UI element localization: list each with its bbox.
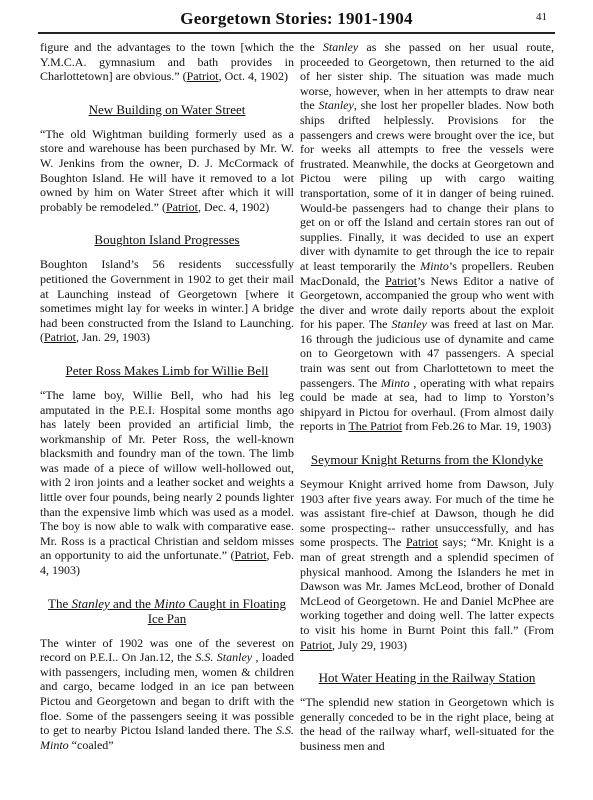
source-date: , Oct. 4, 1902) — [218, 69, 288, 84]
paragraph-text: says; “Mr. Knight is a man of great strength and a splendid specimen of physical manhood. Among the Islanders he met in Dawson was Mr. James McLeod, brother of Donald McLeod of Georgetown. He and Daniel McPhee are working together and doing well. The latter expects to visit his home in Burnt Point this fall.” (From — [300, 535, 554, 637]
source-patriot: Patriot — [234, 548, 267, 563]
paragraph-wightman-building — [40, 127, 294, 215]
ship-name: Minto — [380, 375, 410, 390]
page-header — [0, 0, 593, 34]
paragraph-text: , July 29, 1903) — [332, 637, 407, 652]
paragraph-text: was freed at last on Mar. 16 through the judicious use of dynamite and came on to Georgetown with 47 passengers. A special train was sent out from Charlottetown to meet the passengers. The — [300, 317, 555, 390]
paragraph-text: , she lost her propeller blades. Now both ships drifted helplessly. Provisions for the passengers and crews were brought over the ice, but for weeks all attempts to free the vessels were frustrated. Meanwhile, the docks at Georgetown and Pictou were piling up with cargo waiting transportation, some of it in danger of being ruined. Would-be passengers had to change their plans to get on or off the Island and certain stores ran out of supplies. Finally, it was decided to use an expert diver with dynamite to get through the ice to repair at least temporarily the — [300, 98, 554, 273]
ship-name: Minto — [420, 258, 449, 273]
source-date: , Dec. 4, 1902) — [197, 199, 270, 214]
source-date: , Feb. 4, 1903) — [40, 548, 294, 578]
ship-name: Minto — [154, 595, 186, 611]
heading-new-building-water-street: New Building on Water Street — [88, 101, 246, 117]
paragraph-text: from Feb.26 to Mar. 19, 1903) — [402, 419, 552, 434]
heading-text: The — [48, 595, 72, 611]
paragraph-text: “coaled” — [68, 737, 114, 752]
paragraph-seymour-knight — [300, 477, 554, 652]
heading-seymour-knight: Seymour Knight Returns from the Klondyke — [310, 452, 544, 468]
left-column — [40, 40, 294, 752]
paragraph-text: Boughton Island’s 56 residents successfully petitioned the Government in 1902 to get their mail at Launching instead of Georgetown [where it sometimes might lay for weeks in winter.] A bridge had been constructed from the Island to Launching. ( — [40, 257, 294, 345]
ship-name: S.S. Minto — [40, 723, 294, 752]
paragraph-text: , operating with what repairs could be made at sea, had to limp to Yorston’s shipyard in Pictou for overhaul. (From almost daily reports in — [300, 375, 554, 434]
paragraph-ice-pan — [40, 636, 294, 753]
paragraph-text: figure and the advantages to the town [which the Y.M.C.A. gymnasium and bath provides in Charlottetown] are obvious.” ( — [40, 40, 294, 84]
heading-text: Caught in Floating Ice Pan — [147, 595, 286, 626]
ship-name: Stanley — [322, 40, 359, 54]
source-patriot: The Patriot — [348, 419, 403, 434]
heading-stanley-minto — [40, 596, 294, 626]
heading-peter-ross: Peter Ross Makes Limb for Willie Bell — [65, 362, 269, 378]
paragraph-text: as she passed on her usual route, proceeded to Georgetown, then returned to the aid of her sister ship. The situation was made much worse, however, when in her attempts to draw near the — [300, 40, 554, 113]
source-patriot: Patriot — [44, 330, 76, 345]
heading-text: and the — [109, 595, 155, 611]
paragraph-railway-station: “The splendid new station in Georgetown which is generally conceded to be in the right place, being at the head of the railway wharf, well-situated for the business men and — [300, 695, 554, 753]
paragraph-ymca-continuation — [40, 40, 294, 84]
header-rule — [38, 32, 555, 34]
source-patriot: Patriot — [405, 535, 438, 550]
paragraph-text: , loaded with passengers, including men, women & children and cargo, became lodged in an ice pan between Pictou and Georgetown and began to drift with the floe. Some of the passengers seeing it was possible to get to nearby Pictou Island landed there. The — [40, 650, 294, 738]
right-column — [300, 40, 554, 754]
paragraph-willie-bell — [40, 388, 294, 578]
paragraph-text: ’s propellers. Reuben MacDonald, the — [300, 258, 554, 288]
paragraph-text: “The lame boy, Willie Bell, who had his leg amputated in the P.E.I. Hospital some months ago has lately been provided an artificial limb, the workmanship of Mr. Peter Ross, the well-known blacksmith and foundry man of the town. The limb was made of a piece of willow well-hollowed out, with 2 iron joints and a leather socket and weights a little over four pounds, being nearly 2 pounds lighter than the expensive limb which was used as a model. The boy is now able to walk with comparative ease. Mr. Ross is a practical Christian and seldom misses an opportunity to aid the unfortunate.” ( — [40, 387, 294, 563]
paragraph-text: Seymour Knight arrived home from Dawson, July 1903 after five years away. For much of the time he was assistant fire-chief at Dawson, though he did some prospecting-- rather unsuccessfully, and has some prospects. The — [300, 477, 554, 550]
source-patriot: Patriot — [165, 199, 198, 214]
ship-name: Stanley — [391, 317, 427, 332]
paragraph-text: “The old Wightman building formerly used as a store and warehouse has been purchased by Mr. W. W. Jenkins from the owner, D. J. McCormack of Boughton Island. He will have it removed to a lot owned by him on Water Street after which it will probably be remodeled.” ( — [40, 126, 294, 214]
page-title: Georgetown Stories: 1901-1904 — [180, 9, 413, 28]
paragraph-ice-pan-continued — [300, 40, 554, 434]
source-patriot: Patriot — [300, 637, 332, 652]
paragraph-text: the — [300, 40, 323, 54]
ship-name: Stanley — [71, 595, 110, 611]
page-number: 41 — [536, 11, 547, 23]
heading-hot-water-heating: Hot Water Heating in the Railway Station — [318, 670, 536, 686]
paragraph-text: ’s News Editor a native of Georgetown, accompanied the group who went with the diver and wrote daily reports about the exploit for his paper. The — [300, 273, 555, 332]
paragraph-text: The winter of 1902 was one of the severest on record on P.E.I.. On Jan.12, the — [40, 635, 294, 665]
source-date: , Jan. 29, 1903) — [76, 330, 150, 345]
heading-boughton-island: Boughton Island Progresses — [94, 232, 240, 248]
source-patriot: Patriot — [385, 273, 418, 288]
ship-name: S.S. Stanley — [195, 650, 253, 665]
paragraph-boughton-island — [40, 257, 294, 345]
ship-name: Stanley — [318, 98, 354, 113]
source-patriot: Patriot — [186, 69, 219, 84]
